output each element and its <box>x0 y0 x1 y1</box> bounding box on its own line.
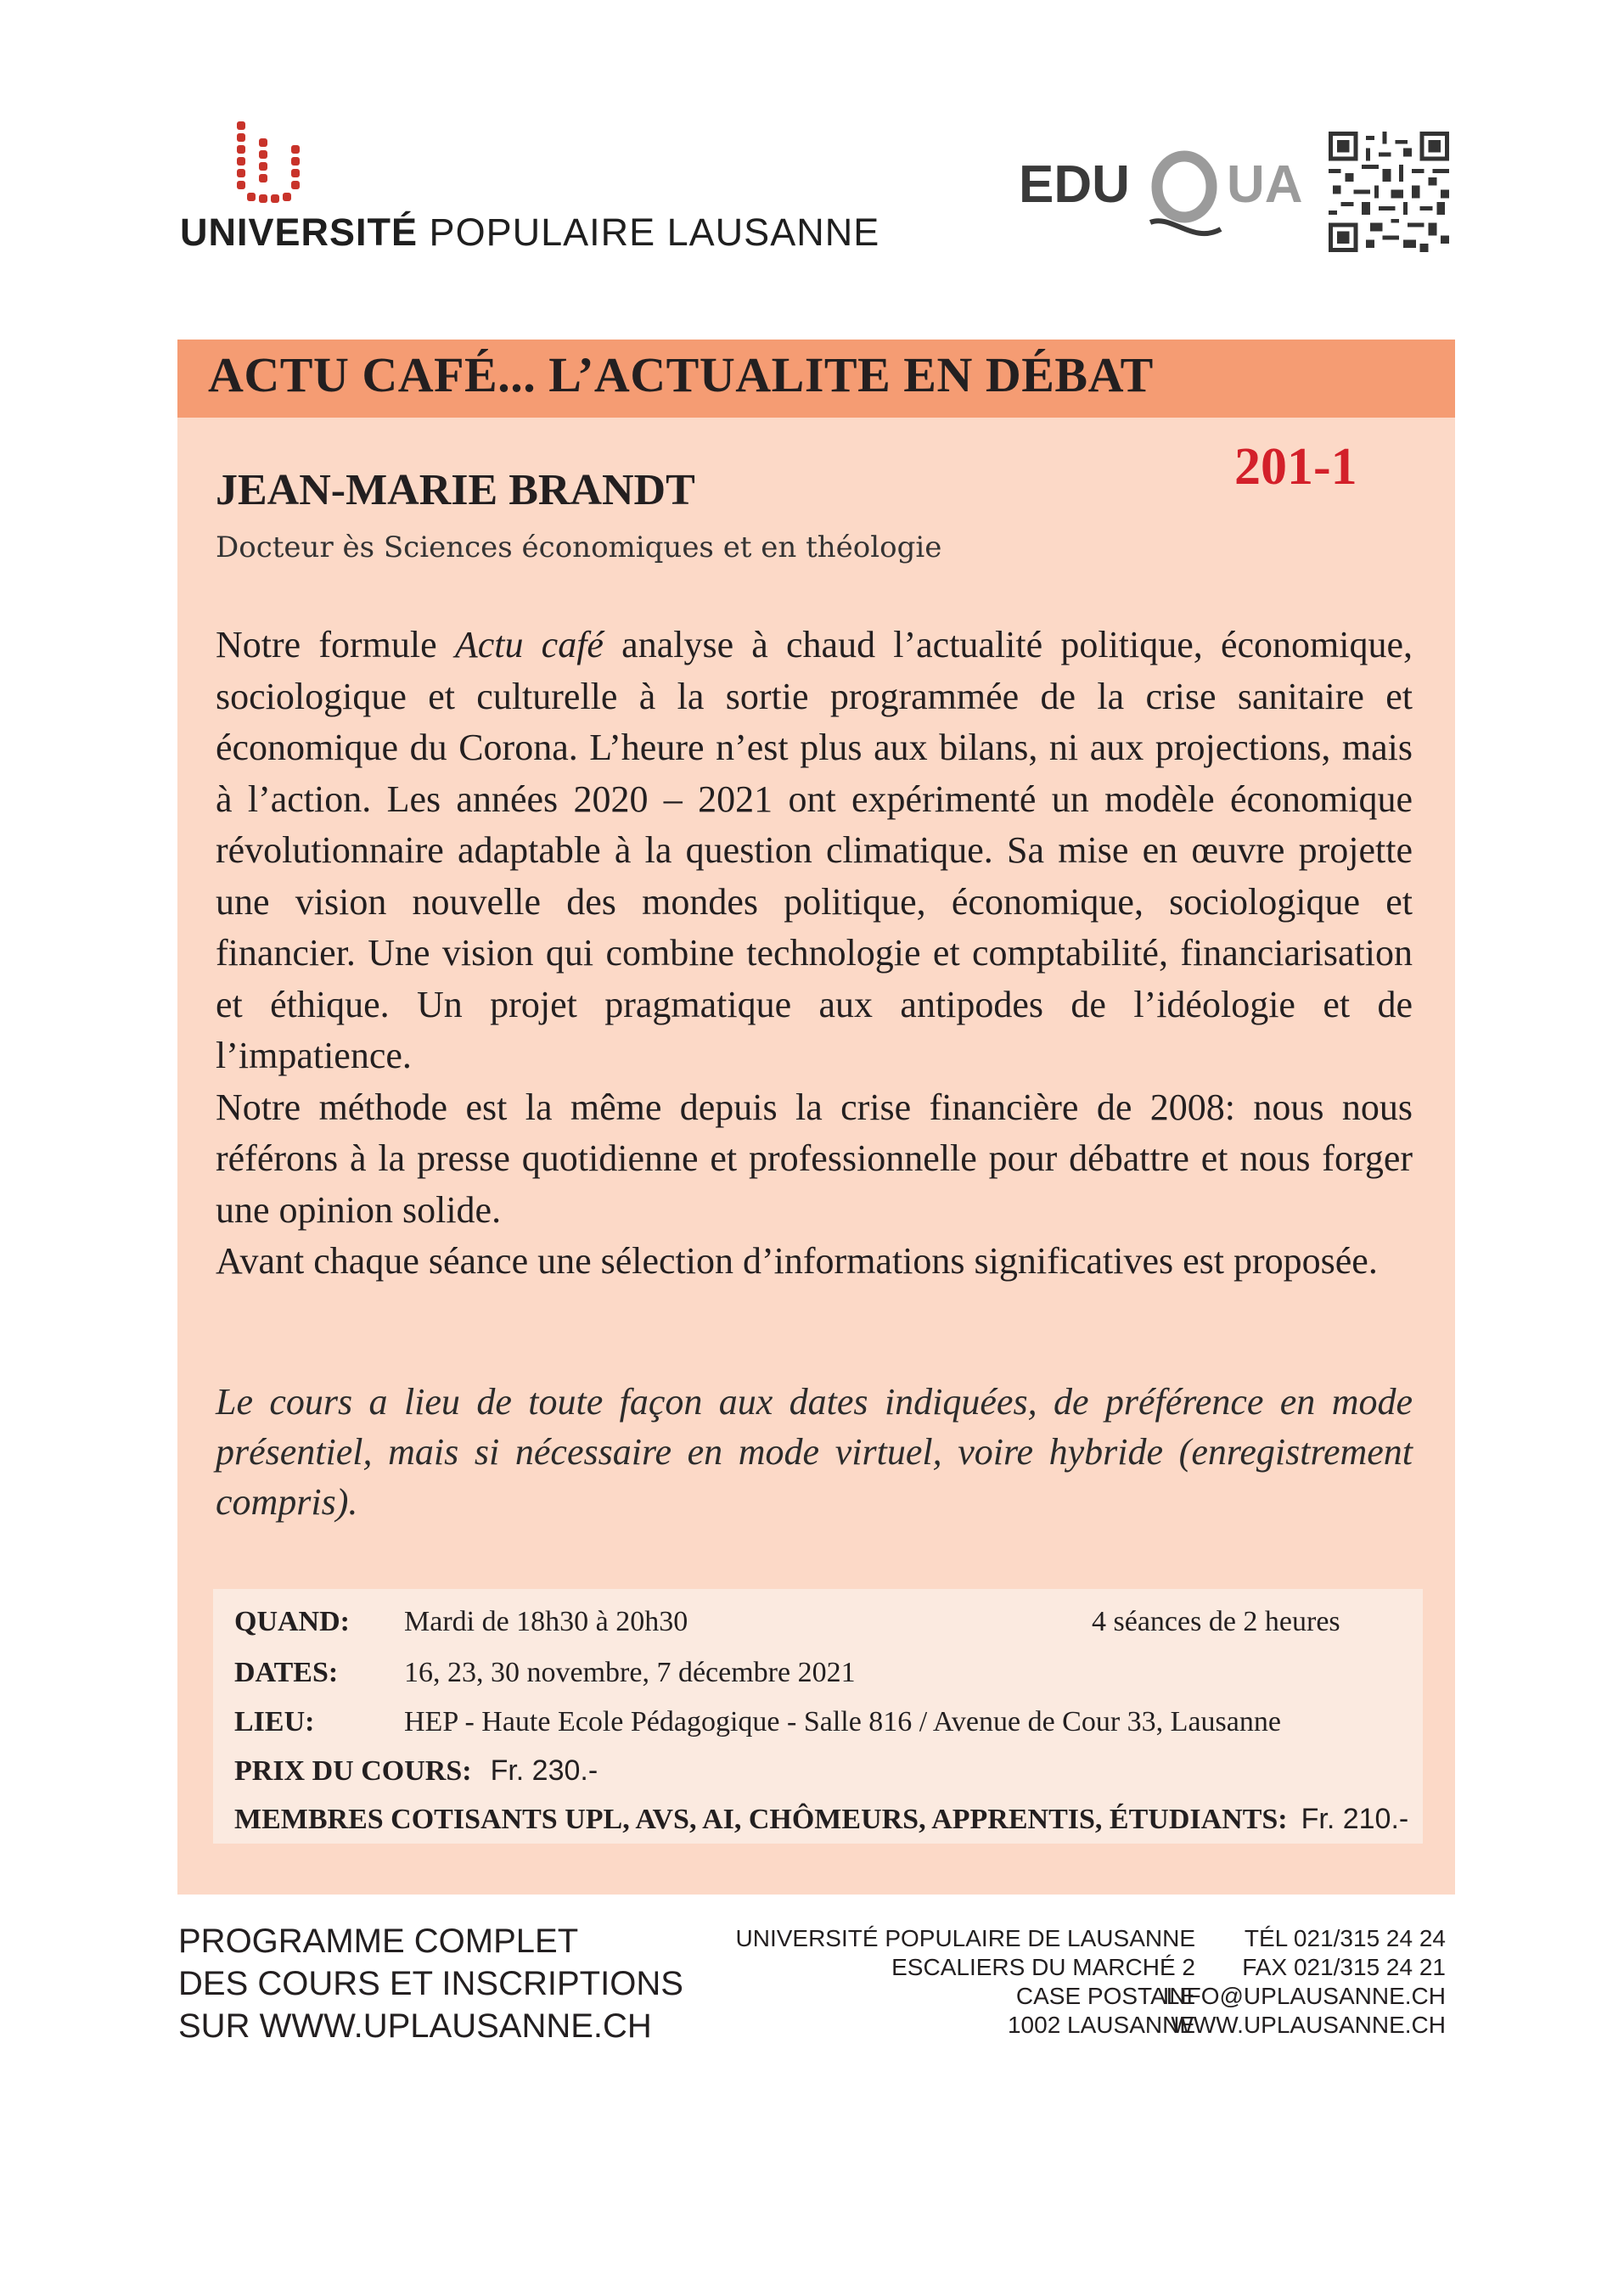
info-row-place: LIEU: HEP - Haute Ecole Pédagogique - Salle 816 / Avenue de Cour 33, Lausanne <box>234 1706 1281 1737</box>
course-card <box>177 340 1455 1895</box>
info-row-price: PRIX DU COURS: Fr. 230.- <box>234 1754 598 1787</box>
fax-number: FAX 021/315 24 21 <box>1242 1954 1446 1980</box>
course-note: Le cours a lieu de toute façon aux dates indiquées, de préférence en mode présentiel, mais si nécessaire en mode virtuel, voire hybride (enregistrement compris). <box>216 1381 1413 1523</box>
sessions-count: 4 séances de 2 heures <box>1092 1606 1340 1637</box>
speaker-role: Docteur ès Sciences économiques et en théologie <box>216 530 942 564</box>
footer-address: UNIVERSITÉ POPULAIRE DE LAUSANNE ESCALIERS DU MARCHÉ 2 CASE POSTALE 1002 LAUSANNE <box>735 1925 1195 2038</box>
info-row-members-price: MEMBRES COTISANTS UPL, AVS, AI, CHÔMEURS, APPRENTIS, ÉTUDIANTS: Fr. 210.- <box>234 1803 1409 1835</box>
eduqua-q-icon <box>1146 144 1222 246</box>
org-name: UNIVERSITÉ POPULAIRE LAUSANNE <box>180 211 880 254</box>
qr-code-icon <box>1329 132 1449 252</box>
eduqua-logo: EDU UA <box>1019 136 1307 246</box>
course-description <box>216 620 1413 1288</box>
description-paragraph: Notre méthode est la même depuis la crise financière de 2008: nous nous référons à la presse quotidienne et professionnelle pour débattre et nous forger une opinion solide. <box>216 1086 1413 1231</box>
course-code: 201-1 <box>1234 438 1357 496</box>
course-title: ACTU CAFÉ... L’ACTUALITE EN DÉBAT <box>208 347 1154 402</box>
info-row-dates: DATES: 16, 23, 30 novembre, 7 décembre 2021 <box>234 1657 856 1688</box>
footer-contact <box>1163 1924 1446 2040</box>
description-paragraph: Notre formule Actu café analyse à chaud l’actualité politique, économique, sociologique et culturelle à la sortie programmée de la crise sanitaire et économique du Corona. L’heure n’est plus aux bilans, ni aux projections, mais à l’action. Les années 2020 – 2021 ont expérimenté un modèle économique révolutionnaire adaptable à la question climatique. Sa mise en œuvre projette une vision nouvelle des mondes politique, économique, sociologique et financier. Une vision qui combine technologie et comptabilité, financiarisation et éthique. Un projet pragmatique aux antipodes de l’idéologie et de l’impatience. <box>216 624 1413 1076</box>
footer-programme: PROGRAMME COMPLET DES COURS ET INSCRIPTIONS SUR WWW.UPLAUSANNE.CH <box>178 1920 683 2047</box>
website-link[interactable]: SUR WWW.UPLAUSANNE.CH <box>178 2007 652 2045</box>
speaker-name: JEAN-MARIE BRANDT <box>216 466 695 514</box>
course-info-box <box>213 1589 1423 1844</box>
website-link[interactable]: WWW.UPLAUSANNE.CH <box>1171 2012 1446 2038</box>
description-paragraph: Avant chaque séance une sélection d’informations significatives est proposée. <box>216 1240 1378 1282</box>
email-link[interactable]: INFO@UPLAUSANNE.CH <box>1162 1983 1446 2009</box>
course-card-header <box>177 340 1455 418</box>
phone-number: TÉL 021/315 24 24 <box>1244 1925 1446 1951</box>
info-row-when: QUAND: Mardi de 18h30 à 20h30 4 séances de 2 heures <box>234 1606 1340 1637</box>
upl-logo-icon <box>235 121 303 206</box>
